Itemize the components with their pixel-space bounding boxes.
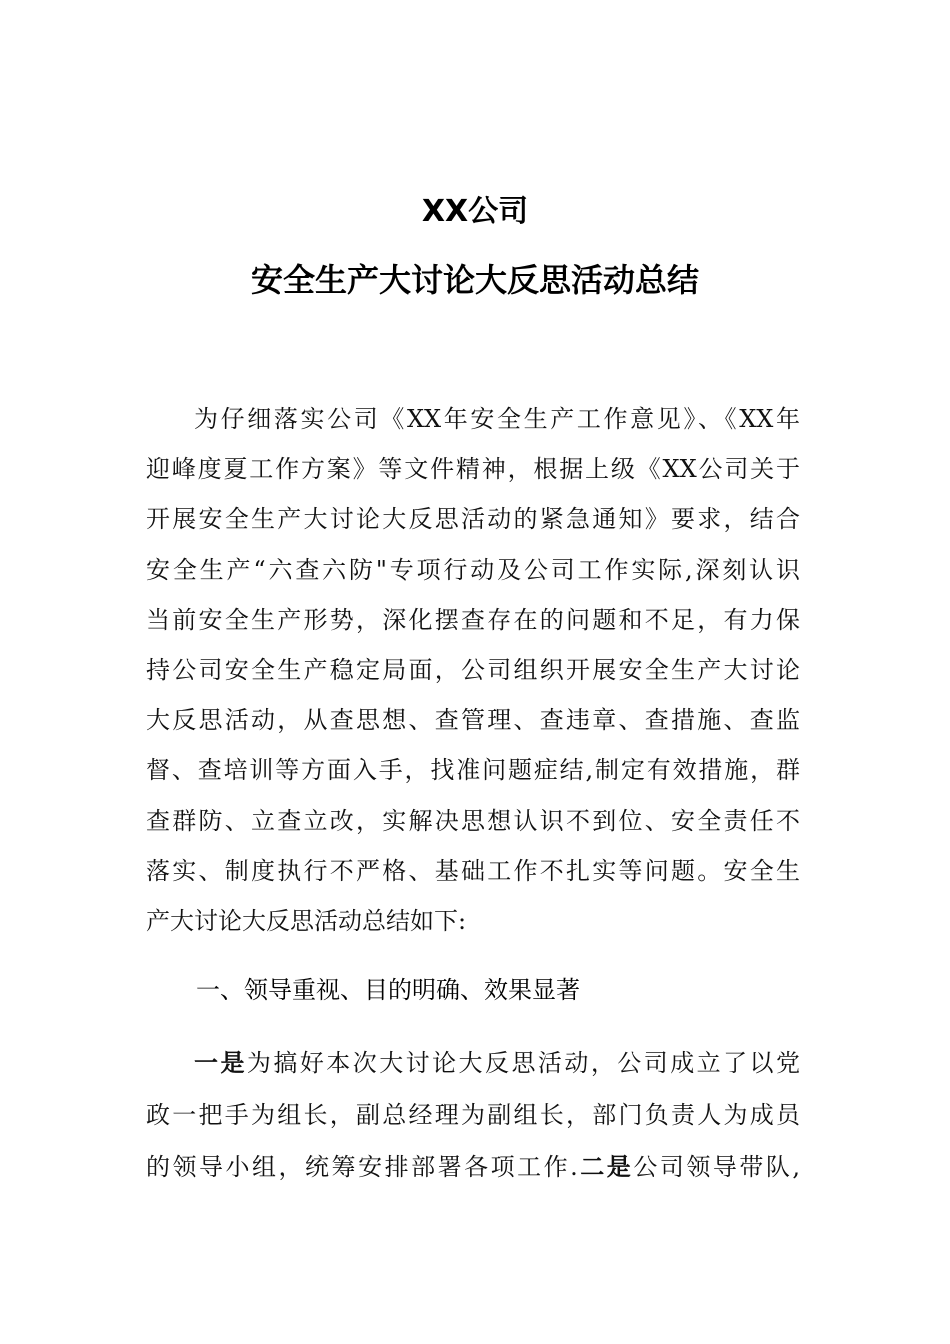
intro-line: 督、查培训等方面入手，找准问题症结,制定有效措施，群 (146, 756, 800, 785)
section-1-line (146, 1141, 800, 1193)
emphasis-label: 一是 (194, 1049, 247, 1077)
intro-line: 落实、制度执行不严格、基础工作不扎实等问题。安全生 (146, 856, 800, 885)
section-1-text: 的领导小组，统筹安排部署各项工作. (146, 1153, 578, 1181)
section-1-paragraph (146, 1037, 800, 1193)
section-1-text: 为搞好本次大讨论大反思活动，公司成立了以党 (246, 1049, 801, 1077)
intro-line: 为仔细落实公司《XX年安全生产工作意见》、《XX年 (194, 405, 800, 433)
section-heading: 一、领导重视、目的明确、效果显著 (196, 976, 580, 1004)
intro-line: 产大讨论大反思活动总结如下: (146, 907, 467, 936)
intro-line: 开展安全生产大讨论大反思活动的紧急通知》要求，结合 (146, 505, 800, 534)
intro-line: 安全生产“六查六防"专项行动及公司工作实际,深刻认识 (146, 555, 800, 584)
document-title-company: XX公司 (421, 194, 529, 229)
section-1-text: 公司领导带队, (633, 1153, 800, 1181)
section-1-line: 政一把手为组长，副总经理为副组长，部门负责人为成员 (146, 1101, 800, 1129)
emphasis-label: 二是 (577, 1153, 634, 1181)
section-1-line (146, 1037, 800, 1089)
intro-line: 持公司安全生产稳定局面，公司组织开展安全生产大讨论 (146, 656, 800, 685)
document-title: 安全生产大讨论大反思活动总结 (250, 261, 699, 299)
intro-line: 查群防、立查立改，实解决思想认识不到位、安全责任不 (146, 806, 800, 835)
intro-line: 当前安全生产形势，深化摆查存在的问题和不足，有力保 (146, 605, 800, 634)
intro-line: 大反思活动，从查思想、查管理、查违章、查措施、查监 (146, 706, 800, 735)
intro-line: 迎峰度夏工作方案》等文件精神，根据上级《XX公司关于 (146, 455, 800, 484)
intro-paragraph (146, 394, 800, 946)
